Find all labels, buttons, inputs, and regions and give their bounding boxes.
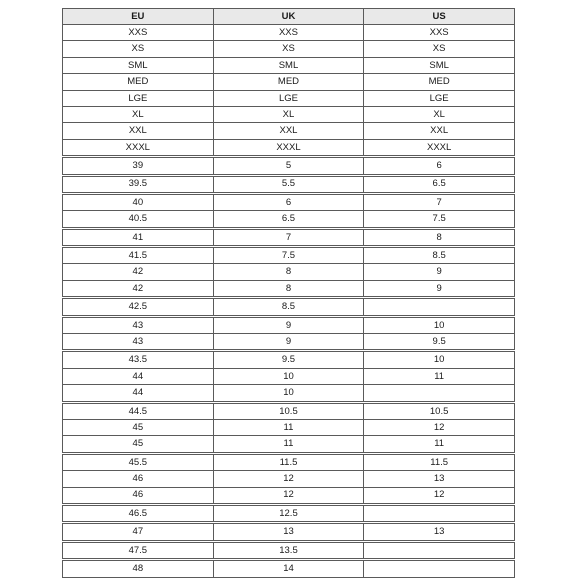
table-row <box>63 280 515 297</box>
cell-us: MED <box>364 74 515 90</box>
table-row <box>63 157 515 175</box>
cell-eu: 41 <box>63 228 214 246</box>
cell-uk: 7.5 <box>213 247 364 264</box>
cell-uk: XXS <box>213 25 364 41</box>
cell-uk: SML <box>213 57 364 73</box>
table-row <box>63 106 515 122</box>
cell-eu: 45.5 <box>63 453 214 470</box>
cell-us: XXS <box>364 25 515 41</box>
cell-uk: 8 <box>213 264 364 280</box>
cell-eu: 41.5 <box>63 247 214 264</box>
cell-uk: XL <box>213 106 364 122</box>
cell-eu: XXS <box>63 25 214 41</box>
cell-uk: 9 <box>213 316 364 333</box>
table-row <box>63 334 515 351</box>
cell-uk: 11.5 <box>213 453 364 470</box>
table-row <box>63 90 515 106</box>
cell-us: XS <box>364 41 515 57</box>
cell-eu: 48 <box>63 560 214 577</box>
cell-us: 8.5 <box>364 247 515 264</box>
table-row <box>63 471 515 487</box>
cell-eu: 40.5 <box>63 211 214 228</box>
cell-eu: MED <box>63 74 214 90</box>
cell-eu: 44 <box>63 385 214 402</box>
cell-us: LGE <box>364 90 515 106</box>
table-row <box>63 368 515 384</box>
column-header-us: US <box>364 9 515 25</box>
cell-uk: 13.5 <box>213 541 364 559</box>
cell-uk: 10 <box>213 368 364 384</box>
cell-uk: 9 <box>213 334 364 351</box>
cell-uk: 11 <box>213 419 364 435</box>
table-row <box>63 402 515 419</box>
cell-eu: XL <box>63 106 214 122</box>
cell-eu: 43 <box>63 334 214 351</box>
cell-us: 9 <box>364 264 515 280</box>
cell-eu: 42 <box>63 264 214 280</box>
cell-eu: 46 <box>63 471 214 487</box>
cell-eu: 44.5 <box>63 402 214 419</box>
table-row <box>63 298 515 316</box>
column-header-eu: EU <box>63 9 214 25</box>
cell-us: 10.5 <box>364 402 515 419</box>
table-row <box>63 247 515 264</box>
cell-us: XXXL <box>364 139 515 156</box>
table-row <box>63 385 515 402</box>
cell-uk: 8 <box>213 280 364 297</box>
cell-uk: 11 <box>213 436 364 453</box>
cell-uk: 8.5 <box>213 298 364 316</box>
cell-eu: XS <box>63 41 214 57</box>
cell-uk: 9.5 <box>213 351 364 368</box>
cell-us: 7 <box>364 193 515 210</box>
table-row <box>63 25 515 41</box>
cell-eu: SML <box>63 57 214 73</box>
cell-uk: 5 <box>213 157 364 175</box>
table-row <box>63 41 515 57</box>
cell-uk: 12.5 <box>213 504 364 522</box>
cell-uk: 10.5 <box>213 402 364 419</box>
cell-uk: 5.5 <box>213 175 364 193</box>
cell-us: SML <box>364 57 515 73</box>
cell-us: 12 <box>364 487 515 504</box>
cell-eu: XXL <box>63 123 214 139</box>
cell-us: 11 <box>364 368 515 384</box>
cell-eu: 46 <box>63 487 214 504</box>
cell-us: 13 <box>364 471 515 487</box>
cell-eu: LGE <box>63 90 214 106</box>
cell-us: 9 <box>364 280 515 297</box>
cell-us: 10 <box>364 351 515 368</box>
cell-eu: 45 <box>63 436 214 453</box>
cell-eu: 45 <box>63 419 214 435</box>
table-row <box>63 74 515 90</box>
table-row <box>63 453 515 470</box>
cell-us: 12 <box>364 419 515 435</box>
cell-uk: LGE <box>213 90 364 106</box>
cell-uk: 7 <box>213 228 364 246</box>
cell-us <box>364 385 515 402</box>
table-row <box>63 193 515 210</box>
cell-us <box>364 504 515 522</box>
cell-eu: 47.5 <box>63 541 214 559</box>
column-header-uk: UK <box>213 9 364 25</box>
table-row <box>63 139 515 156</box>
table-row <box>63 504 515 522</box>
cell-us <box>364 298 515 316</box>
table-row <box>63 523 515 541</box>
size-conversion-table <box>62 8 515 578</box>
table-row <box>63 351 515 368</box>
cell-us: 9.5 <box>364 334 515 351</box>
cell-eu: 46.5 <box>63 504 214 522</box>
table-row <box>63 211 515 228</box>
cell-us: 7.5 <box>364 211 515 228</box>
cell-eu: XXXL <box>63 139 214 156</box>
cell-uk: XS <box>213 41 364 57</box>
cell-eu: 43 <box>63 316 214 333</box>
cell-eu: 44 <box>63 368 214 384</box>
cell-eu: 39 <box>63 157 214 175</box>
cell-uk: MED <box>213 74 364 90</box>
table-row <box>63 541 515 559</box>
cell-uk: 13 <box>213 523 364 541</box>
cell-eu: 42.5 <box>63 298 214 316</box>
cell-us: 8 <box>364 228 515 246</box>
cell-uk: XXL <box>213 123 364 139</box>
cell-us: 10 <box>364 316 515 333</box>
table-row <box>63 419 515 435</box>
table-row <box>63 228 515 246</box>
cell-uk: XXXL <box>213 139 364 156</box>
cell-eu: 47 <box>63 523 214 541</box>
cell-us <box>364 560 515 577</box>
cell-uk: 14 <box>213 560 364 577</box>
cell-eu: 43.5 <box>63 351 214 368</box>
table-row <box>63 560 515 577</box>
cell-uk: 6 <box>213 193 364 210</box>
cell-us: XL <box>364 106 515 122</box>
table-row <box>63 123 515 139</box>
cell-us: 6.5 <box>364 175 515 193</box>
cell-uk: 6.5 <box>213 211 364 228</box>
cell-us: 11.5 <box>364 453 515 470</box>
header-row <box>63 9 515 25</box>
cell-uk: 12 <box>213 487 364 504</box>
table-row <box>63 436 515 453</box>
table-row <box>63 316 515 333</box>
cell-us: 13 <box>364 523 515 541</box>
cell-us: 6 <box>364 157 515 175</box>
cell-us: XXL <box>364 123 515 139</box>
table-row <box>63 487 515 504</box>
table-body <box>63 25 515 578</box>
table-row <box>63 264 515 280</box>
cell-eu: 39.5 <box>63 175 214 193</box>
cell-eu: 42 <box>63 280 214 297</box>
table-row <box>63 175 515 193</box>
cell-uk: 10 <box>213 385 364 402</box>
cell-uk: 12 <box>213 471 364 487</box>
table-row <box>63 57 515 73</box>
cell-us: 11 <box>364 436 515 453</box>
cell-us <box>364 541 515 559</box>
cell-eu: 40 <box>63 193 214 210</box>
